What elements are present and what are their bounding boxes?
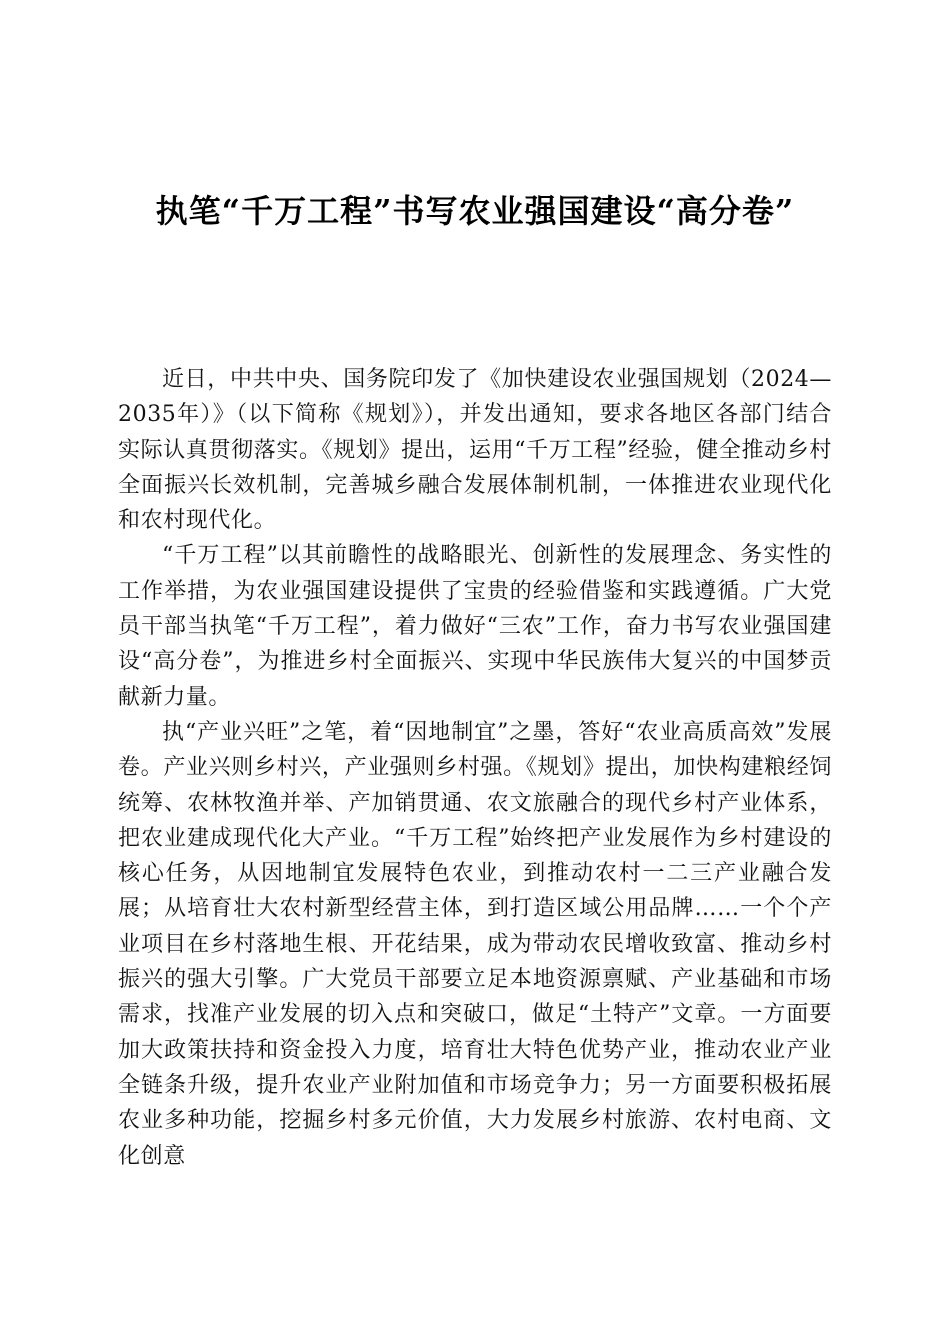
article-title: 执笔“千万工程”书写农业强国建设“高分卷” bbox=[155, 192, 795, 230]
paragraph-1: 近日，中共中央、国务院印发了《加快建设农业强国规划（2024—2035年）》（以下简称《规划》），并发出通知，要求各地区各部门结合实际认真贯彻落实。《规划》提出，运用“千万工程”经验，健全推动乡村全面振兴长效机制，完善城乡融合发展体制机制，一体推进农业现代化和农村现代化。 bbox=[118, 367, 832, 534]
paragraph-3: 执“产业兴旺”之笔，着“因地制宜”之墨，答好“农业高质高效”发展卷。产业兴则乡村兴，产业强则乡村强。《规划》提出，加快构建粮经饲统筹、农林牧渔并举、产加销贯通、农文旅融合的现代乡村产业体系，把农业建成现代化大产业。“千万工程”始终把产业发展作为乡村建设的核心任务，从因地制宜发展特色农业，到推动农村一二三产业融合发展；从培育壮大农村新型经营主体，到打造区域公用品牌……一个个产业项目在乡村落地生根、开花结果，成为带动农民增收致富、推动乡村振兴的强大引擎。广大党员干部要立足本地资源禀赋、产业基础和市场需求，找准产业发展的切入点和突破口，做足“土特产”文章。一方面要加大政策扶持和资金投入力度，培育壮大特色优势产业，推动农业产业全链条升级，提升农业产业附加值和市场竞争力；另一方面要积极拓展农业多种功能，挖掘乡村多元价值，大力发展乡村旅游、农村电商、文化创意 bbox=[118, 719, 832, 1169]
article-body bbox=[118, 362, 832, 1174]
paragraph-2: “千万工程”以其前瞻性的战略眼光、创新性的发展理念、务实性的工作举措，为农业强国建设提供了宝贵的经验借鉴和实践遵循。广大党员干部当执笔“千万工程”，着力做好“三农”工作，奋力书写农业强国建设“高分卷”，为推进乡村全面振兴、实现中华民族伟大复兴的中国梦贡献新力量。 bbox=[118, 543, 832, 710]
